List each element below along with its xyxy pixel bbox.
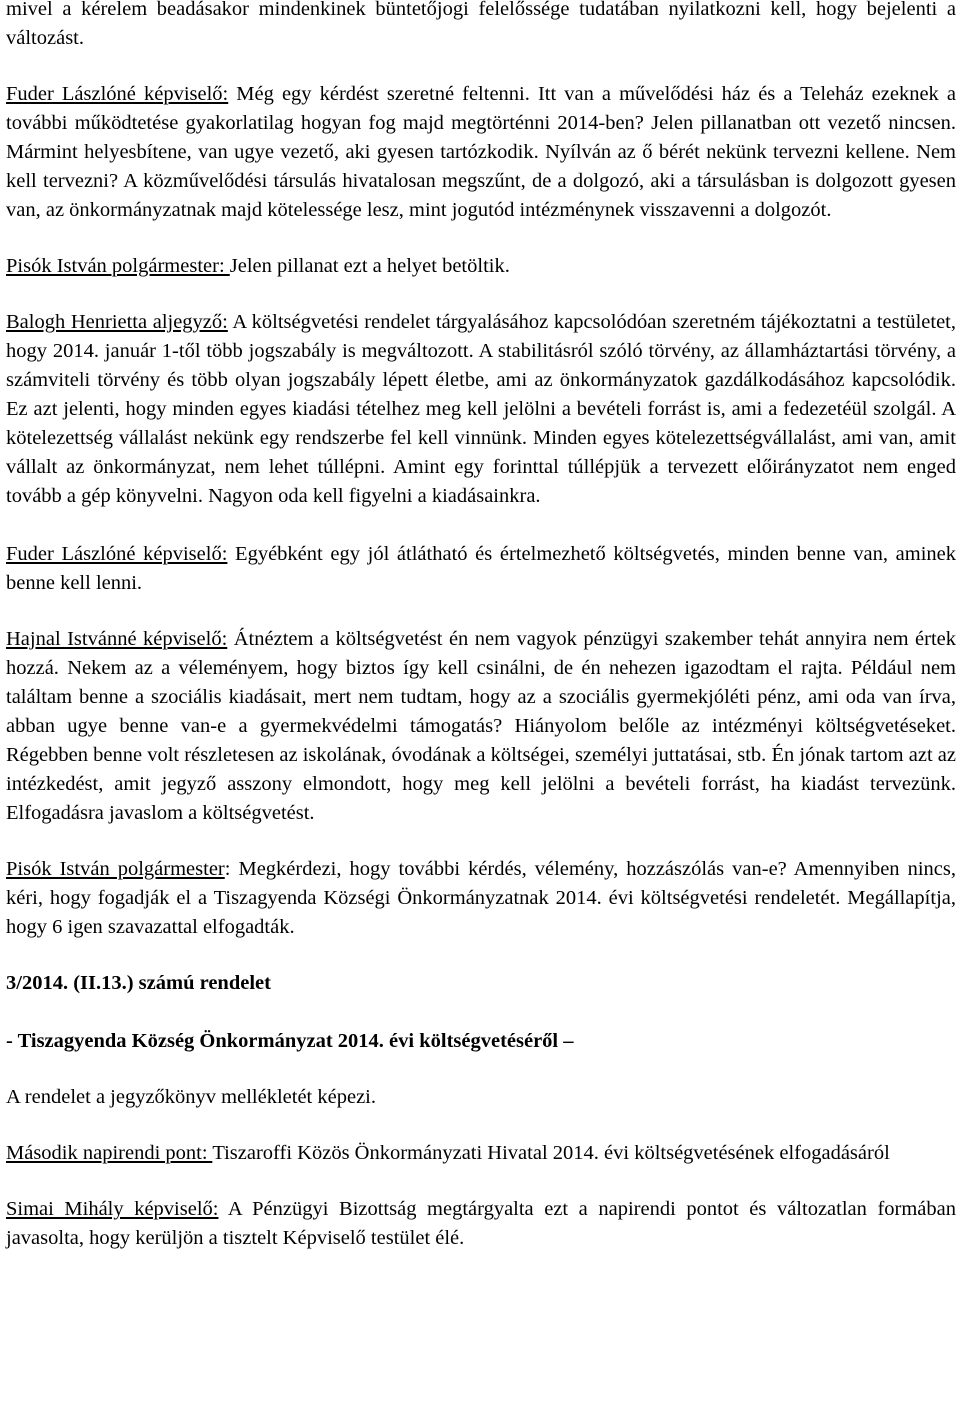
speaker-name: Balogh Henrietta aljegyző: (6, 311, 228, 333)
paragraph-fuder-2 (6, 540, 956, 598)
paragraph-fuder-1 (6, 80, 956, 225)
speaker-name: Fuder Lászlóné képviselő: (6, 83, 229, 105)
paragraph-text: Jelen pillanat ezt a helyet betöltik. (229, 255, 510, 277)
speaker-name: Hajnal Istvánné képviselő: (6, 628, 228, 650)
paragraph-simai (6, 1195, 956, 1253)
decree-title: - Tiszagyenda Község Önkormányzat 2014. évi költségvetéséről – (6, 1030, 574, 1052)
paragraph-text: Még egy kérdést szeretné feltenni. Itt van a művelődési ház és a Teleház ezeknek a további működtetése gyakorlatilag hogyan fog majd megtörténni 2014-ben? Jelen pillanatban ott vezető nincsen. Mármint helyesbítene, van ugye vezető, aki gyesen tartózkodik. Nyílván az ő bérét nekünk tervezni kellene. Nem kell tervezni? A közművelődési társulás hivatalosan megszűnt, de a dolgozó, aki a társulásban is dolgozott gyesen van, az önkormányzatnak majd kötelessége lesz, mint jogutód intézménynek visszavenni a dolgozót. (6, 83, 956, 221)
paragraph-text: : Megkérdezi, hogy további kérdés, vélemény, hozzászólás van-e? Amennyiben nincs, kéri, hogy fogadják el a Tiszagyenda Községi Önkormányzatnak 2014. évi költségvetési rendeletét. Megállapítja, hogy 6 igen szavazattal elfogadták. (6, 858, 956, 938)
paragraph-text: mivel a kérelem beadásakor mindenkinek büntetőjogi felelőssége tudatában nyilatkozni kell, hogy bejelenti a változást. (6, 0, 956, 49)
paragraph-text: Egyébként egy jól átlátható és értelmezhető költségvetés, minden benne van, aminek benne kell lenni. (6, 543, 956, 594)
paragraph-text: A költségvetési rendelet tárgyalásához kapcsolódóan szeretném tájékoztatni a testületet, hogy 2014. január 1-től több jogszabály is megváltozott. A stabilitásról szóló törvény, az államháztartási törvény, a számviteli törvény és több olyan jogszabály lépett életbe, ami az önkormányzatok gazdálkodásához kapcsolódik. Ez azt jelenti, hogy minden egyes kiadási tételhez meg kell jelölni a bevételi forrást is, ami a fedezetéül szolgál. A kötelezettség vállalást nekünk egy rendszerbe fel kell vinnünk. Minden egyes kötelezettségvállalást, ami van, amit vállalt az önkormányzat, nem lehet túllépni. Amint egy forinttal túllépjük a tervezett előirányzatot nem enged tovább a gép könyvelni. Nagyon oda kell figyelni a kiadásainkra. (6, 311, 956, 507)
agenda-text: Tiszaroffi Közös Önkormányzati Hivatal 2014. évi költségvetésének elfogadásáról (212, 1142, 890, 1164)
paragraph-text: Átnéztem a költségvetést én nem vagyok pénzügyi szakember tehát annyira nem értek hozzá. Nekem az a véleményem, hogy biztos így kell csinálni, de én nehezen igazodtam el rajta. Például nem találtam benne a szociális kiadásait, mert nem tudtam, hogy az a szociális gyermekjóléti pénz, ami oda van írva, abban ugye benne van-e a gyermekvédelmi támogatás? Hiányolom belőle az intézményi költségvetéseket. Régebben benne volt részletesen az iskolának, óvodának a költségei, személyi juttatásai, stb. Én jónak tartom azt az intézkedést, amit jegyző asszony elmondott, hogy meg kell jelölni a bevételi forrást, ha kiadást tervezünk. Elfogadásra javaslom a költségvetést. (6, 628, 956, 824)
paragraph-pisok-1 (6, 252, 956, 281)
paragraph-text: A Pénzügyi Bizottság megtárgyalta ezt a napirendi pontot és változatlan formában javasolta, hogy kerüljön a tisztelt Képviselő testület élé. (6, 1198, 956, 1249)
speaker-name: Fuder Lászlóné képviselő: (6, 543, 228, 565)
paragraph-pisok-2 (6, 855, 956, 942)
paragraph-hajnal (6, 625, 956, 828)
agenda-item (6, 1139, 956, 1168)
speaker-name: Simai Mihály képviselő: (6, 1198, 219, 1220)
paragraph-balogh (6, 308, 956, 511)
agenda-label: Második napirendi pont: (6, 1142, 213, 1164)
speaker-name: Pisók István polgármester: (6, 255, 230, 277)
annex-note: A rendelet a jegyzőkönyv mellékletét képezi. (6, 1086, 376, 1108)
paragraph-intro (6, 0, 956, 53)
decree-number: 3/2014. (II.13.) számú rendelet (6, 972, 271, 994)
speaker-name: Pisók István polgármester (6, 858, 225, 880)
